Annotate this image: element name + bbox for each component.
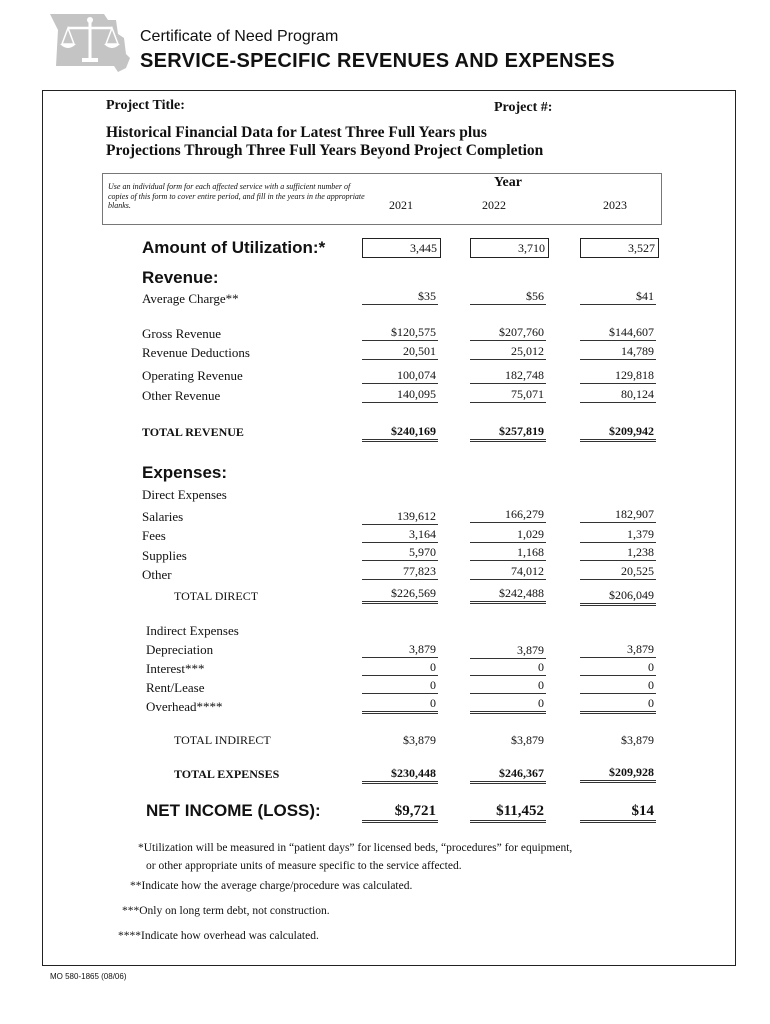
total-indirect-1: $3,879 <box>403 733 436 747</box>
revenue-deductions-2: 25,012 <box>470 344 546 360</box>
year-3: 2023 <box>603 198 627 212</box>
revenue-heading: Revenue: <box>142 268 219 287</box>
overhead-1: 0 <box>362 696 438 714</box>
gross-revenue-1: $120,575 <box>362 325 438 341</box>
average-charge-1: $35 <box>362 289 438 305</box>
gross-revenue-2: $207,760 <box>470 325 546 341</box>
interest-label: Interest*** <box>146 661 205 676</box>
net-income-1: $9,721 <box>362 802 438 823</box>
salaries-1: 139,612 <box>362 509 438 525</box>
net-income-label: NET INCOME (LOSS): <box>146 801 321 820</box>
section-heading-line2: Projections Through Three Full Years Beyond Project Completion <box>106 142 544 159</box>
rent-lease-3: 0 <box>580 678 656 694</box>
rent-lease-2: 0 <box>470 678 546 694</box>
year-2: 2022 <box>482 198 506 212</box>
other-revenue-2: 75,071 <box>470 387 546 403</box>
total-expenses-3: $209,928 <box>580 765 656 783</box>
total-revenue-1: $240,169 <box>362 424 438 442</box>
supplies-2: 1,168 <box>470 545 546 561</box>
average-charge-label: Average Charge** <box>142 291 239 306</box>
total-revenue-label: TOTAL REVENUE <box>142 425 244 439</box>
depreciation-1: 3,879 <box>362 642 438 658</box>
footnote-interest: ***Only on long term debt, not construction. <box>122 905 330 917</box>
average-charge-2: $56 <box>470 289 546 305</box>
total-expenses-label: TOTAL EXPENSES <box>174 767 280 781</box>
other-revenue-label: Other Revenue <box>142 388 221 403</box>
other-expense-1: 77,823 <box>362 564 438 580</box>
section-heading-line1: Historical Financial Data for Latest Three Full Years plus <box>106 124 487 141</box>
total-revenue-3: $209,942 <box>580 424 656 442</box>
revenue-deductions-3: 14,789 <box>580 344 656 360</box>
gross-revenue-label: Gross Revenue <box>142 326 222 341</box>
form-number: MO 580-1865 (08/06) <box>50 972 127 981</box>
supplies-label: Supplies <box>142 548 187 563</box>
total-direct-label: TOTAL DIRECT <box>174 589 259 603</box>
total-revenue-2: $257,819 <box>470 424 546 442</box>
net-income-3: $14 <box>580 802 656 823</box>
other-expense-label: Other <box>142 567 172 582</box>
total-expenses-1: $230,448 <box>362 766 438 784</box>
gross-revenue-3: $144,607 <box>580 325 656 341</box>
utilization-value-2: 3,710 <box>470 238 549 258</box>
other-expense-3: 20,525 <box>580 564 656 580</box>
operating-revenue-2: 182,748 <box>470 368 546 384</box>
total-indirect-2: $3,879 <box>511 733 544 747</box>
total-expenses-2: $246,367 <box>470 766 546 784</box>
footnote-average-charge: **Indicate how the average charge/procedure was calculated. <box>130 880 413 892</box>
interest-1: 0 <box>362 660 438 676</box>
indirect-expenses-heading: Indirect Expenses <box>146 623 239 638</box>
supplies-3: 1,238 <box>580 545 656 561</box>
salaries-label: Salaries <box>142 509 184 524</box>
operating-revenue-3: 129,818 <box>580 368 656 384</box>
fees-1: 3,164 <box>362 527 438 543</box>
supplies-1: 5,970 <box>362 545 438 561</box>
utilization-value-3: 3,527 <box>580 238 659 258</box>
total-direct-2: $242,488 <box>470 586 546 604</box>
other-revenue-3: 80,124 <box>580 387 656 403</box>
overhead-label: Overhead**** <box>146 699 223 714</box>
operating-revenue-label: Operating Revenue <box>142 368 243 383</box>
direct-expenses-heading: Direct Expenses <box>142 487 227 502</box>
net-income-2: $11,452 <box>470 802 546 823</box>
page-title: SERVICE-SPECIFIC REVENUES AND EXPENSES <box>140 50 615 72</box>
average-charge-3: $41 <box>580 289 656 305</box>
footnote-utilization-line2: or other appropriate units of measure specific to the service affected. <box>146 860 462 872</box>
year-1: 2021 <box>389 198 413 212</box>
depreciation-label: Depreciation <box>146 642 214 657</box>
interest-2: 0 <box>470 660 546 676</box>
state-scales-logo-icon <box>46 10 132 74</box>
depreciation-2: 3,879 <box>470 643 546 659</box>
expenses-heading: Expenses: <box>142 463 228 482</box>
rent-lease-1: 0 <box>362 678 438 694</box>
salaries-2: 166,279 <box>470 507 546 523</box>
project-title-label: Project Title: <box>106 98 185 113</box>
interest-3: 0 <box>580 660 656 676</box>
fees-2: 1,029 <box>470 527 546 543</box>
fees-3: 1,379 <box>580 527 656 543</box>
revenue-deductions-1: 20,501 <box>362 344 438 360</box>
other-revenue-1: 140,095 <box>362 387 438 403</box>
instructions-text: Use an individual form for each affected service with a sufficient number of copies of this form to cover entire period, and fill in the years in the appropriate blanks. <box>108 182 365 210</box>
utilization-value-1: 3,445 <box>362 238 441 258</box>
other-expense-2: 74,012 <box>470 564 546 580</box>
total-indirect-label: TOTAL INDIRECT <box>174 733 271 747</box>
depreciation-3: 3,879 <box>580 642 656 658</box>
footnote-overhead: ****Indicate how overhead was calculated. <box>118 930 319 942</box>
fees-label: Fees <box>142 528 166 543</box>
total-indirect-3: $3,879 <box>621 733 654 747</box>
overhead-2: 0 <box>470 696 546 714</box>
total-direct-1: $226,569 <box>362 586 438 604</box>
operating-revenue-1: 100,074 <box>362 368 438 384</box>
footnote-utilization-line1: *Utilization will be measured in “patient days” for licensed beds, “procedures” for equipment, <box>138 842 573 854</box>
revenue-deductions-label: Revenue Deductions <box>142 345 250 360</box>
total-direct-3: $206,049 <box>580 588 656 606</box>
overhead-3: 0 <box>580 696 656 714</box>
program-name: Certificate of Need Program <box>140 28 339 45</box>
year-label: Year <box>494 175 522 190</box>
utilization-label: Amount of Utilization:* <box>142 238 326 257</box>
rent-lease-label: Rent/Lease <box>146 680 205 695</box>
project-number-label: Project #: <box>494 100 553 115</box>
salaries-3: 182,907 <box>580 507 656 523</box>
